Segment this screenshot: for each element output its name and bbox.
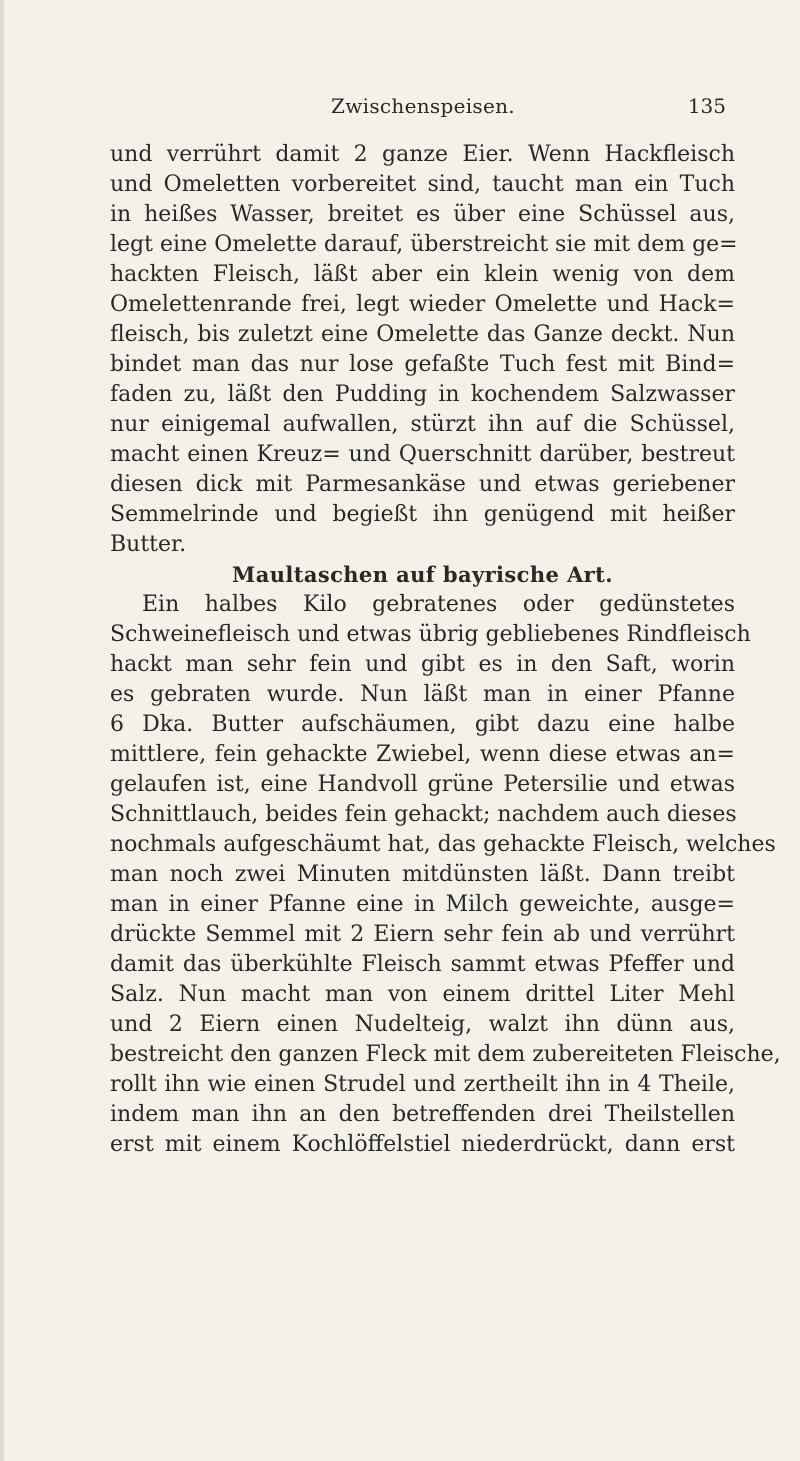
text-line: bindet man das nur lose gefaßte Tuch fest mit Bind= bbox=[110, 352, 735, 377]
text-line: man in einer Pfanne eine in Milch geweichte, ausge= bbox=[110, 892, 735, 917]
text-line: mittlere, fein gehackte Zwiebel, wenn diese etwas an= bbox=[110, 742, 735, 767]
text-line: nochmals aufgeschäumt hat, das gehackte Fleisch, welches bbox=[110, 832, 776, 857]
text-line: hackten Fleisch, läßt aber ein klein wenig von dem bbox=[110, 262, 735, 287]
page-edge bbox=[0, 0, 4, 1461]
text-line: fleisch, bis zuletzt eine Omelette das Ganze deckt. Nun bbox=[110, 322, 735, 347]
text-line: 6 Dka. Butter aufschäumen, gibt dazu eine halbe bbox=[110, 712, 735, 737]
text-line: legt eine Omelette darauf, überstreicht sie mit dem ge= bbox=[110, 232, 738, 257]
text-line: man noch zwei Minuten mitdünsten läßt. Dann treibt bbox=[110, 862, 735, 887]
text-line: Schnittlauch, beides fein gehackt; nachdem auch dieses bbox=[110, 802, 737, 827]
body-text bbox=[110, 140, 781, 1160]
text-line: und verrührt damit 2 ganze Eier. Wenn Hackfleisch bbox=[110, 142, 735, 167]
text-line: erst mit einem Kochlöffelstiel niederdrückt, dann erst bbox=[110, 1132, 735, 1157]
text-line: Ein halbes Kilo gebratenes oder gedünstetes bbox=[142, 592, 735, 617]
text-line: Salz. Nun macht man von einem drittel Liter Mehl bbox=[110, 982, 735, 1007]
text-line: macht einen Kreuz= und Querschnitt darüber, bestreut bbox=[110, 442, 735, 467]
text-line: rollt ihn wie einen Strudel und zertheilt ihn in 4 Theile, bbox=[110, 1072, 735, 1097]
text-line: gelaufen ist, eine Handvoll grüne Petersilie und etwas bbox=[110, 772, 735, 797]
page-number: 135 bbox=[687, 94, 726, 118]
text-line: faden zu, läßt den Pudding in kochendem Salzwasser bbox=[110, 382, 735, 407]
text-line: nur einigemal aufwallen, stürzt ihn auf die Schüssel, bbox=[110, 412, 735, 437]
text-line: hackt man sehr fein und gibt es in den Saft, worin bbox=[110, 652, 735, 677]
text-line: Butter. bbox=[110, 532, 187, 557]
text-line: diesen dick mit Parmesankäse und etwas geriebener bbox=[110, 472, 735, 497]
text-line: Schweinefleisch und etwas übrig gebliebenes Rindfleisch bbox=[110, 622, 751, 647]
text-line: und 2 Eiern einen Nudelteig, walzt ihn dünn aus, bbox=[110, 1012, 735, 1037]
text-line: Omelettenrande frei, legt wieder Omelette und Hack= bbox=[110, 292, 735, 317]
text-line: drückte Semmel mit 2 Eiern sehr fein ab und verrührt bbox=[110, 922, 735, 947]
text-line: damit das überkühlte Fleisch sammt etwas Pfeffer und bbox=[110, 952, 735, 977]
recipe-heading: Maultaschen auf bayrische Art. bbox=[232, 562, 613, 587]
text-line: und Omeletten vorbereitet sind, taucht man ein Tuch bbox=[110, 172, 735, 197]
text-line: bestreicht den ganzen Fleck mit dem zubereiteten Fleische, bbox=[110, 1042, 781, 1067]
text-line: Semmelrinde und begießt ihn genügend mit heißer bbox=[110, 502, 735, 527]
text-line: indem man ihn an den betreffenden drei Theilstellen bbox=[110, 1102, 735, 1127]
text-line: es gebraten wurde. Nun läßt man in einer Pfanne bbox=[110, 682, 735, 707]
running-head: Zwischenspeisen. bbox=[331, 94, 515, 118]
text-line: in heißes Wasser, breitet es über eine Schüssel aus, bbox=[110, 202, 735, 227]
page-header bbox=[120, 94, 726, 122]
